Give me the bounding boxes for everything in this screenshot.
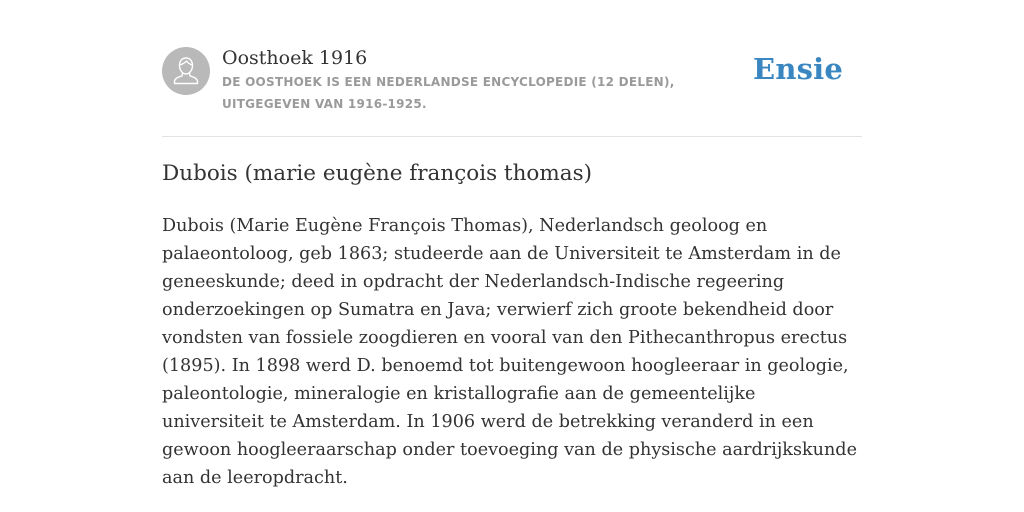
source-title[interactable]: Oosthoek 1916 [222, 47, 368, 69]
user-silhouette-icon [162, 47, 210, 95]
source-info [222, 46, 762, 115]
entry-title: Dubois (marie eugène françois thomas) [162, 161, 592, 186]
source-header [162, 0, 862, 137]
entry-body: Dubois (Marie Eugène François Thomas), Nederlandsch geoloog en palaeontoloog, geb 1863; studeerde aan de Universiteit te Amsterdam in de geneeskunde; deed in opdracht der Nederlandsch-Indische regeering onderzoekingen op Sumatra en Java; verwierf zich groote bekendheid door vondsten van fossiele zoogdieren en vooral van den Pithecanthropus erectus (1895). In 1898 werd D. benoemd tot buitengewoon hoogleeraar in geologie, paleontologie, mineralogie en kristallografie aan de gemeentelijke universiteit te Amsterdam. In 1906 werd de betrekking veranderd in een gewoon hoogleeraarschap onder toevoeging van de physische aardrijkskunde aan de leeropdracht. [162, 216, 857, 488]
ensie-logo[interactable]: Ensie [753, 52, 843, 86]
source-avatar[interactable] [162, 47, 210, 95]
source-description: DE OOSTHOEK IS EEN NEDERLANDSE ENCYCLOPEDIE (12 DELEN), UITGEGEVEN VAN 1916-1925. [222, 75, 675, 111]
entry-card [162, 0, 862, 488]
